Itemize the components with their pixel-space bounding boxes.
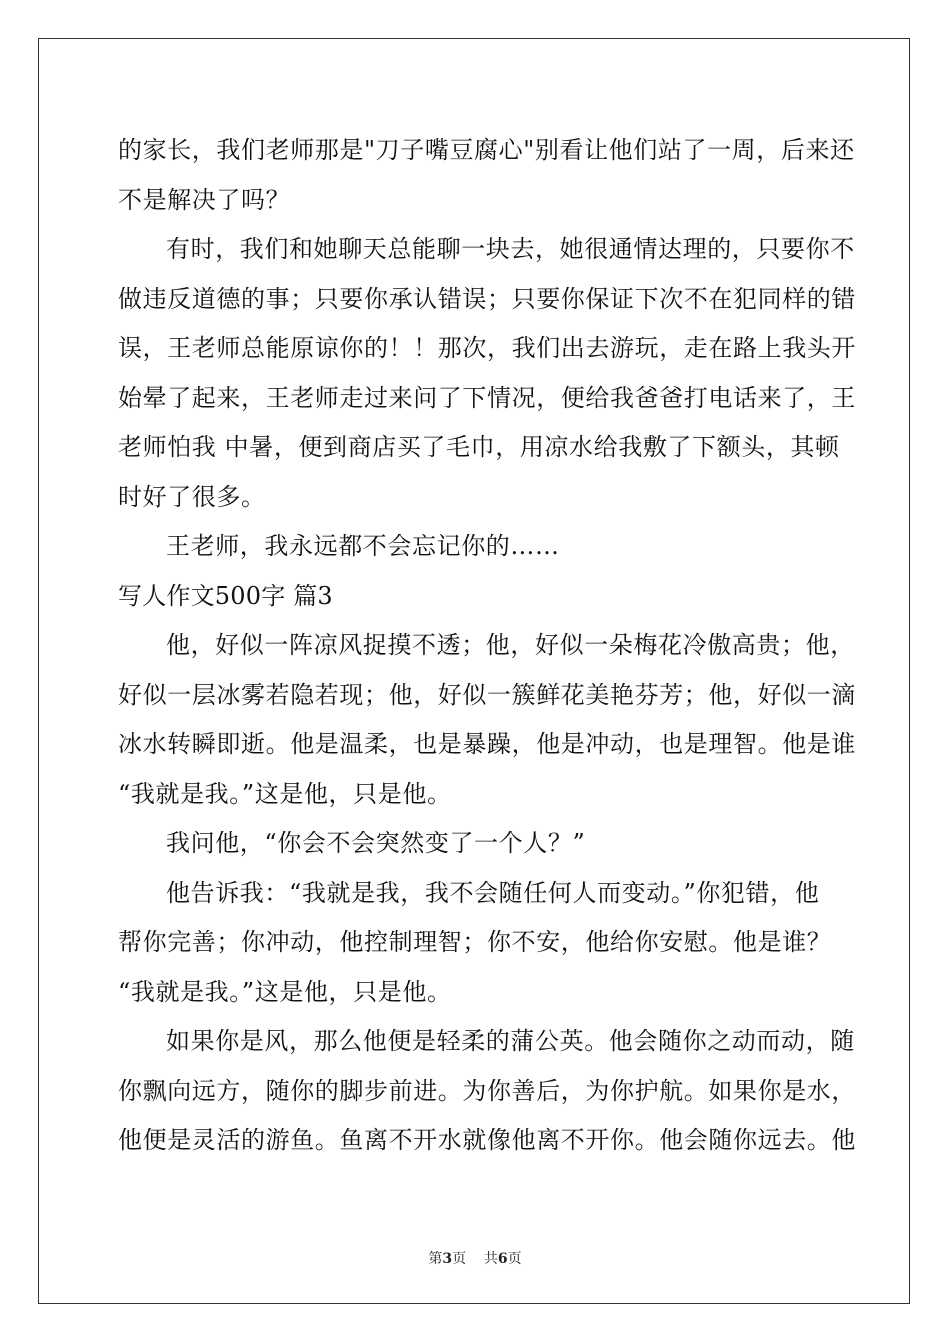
text-line: 做违反道德的事；只要你承认错误；只要你保证下次不在犯同样的错 (118, 284, 856, 313)
section-heading: 写人作文500字 篇3 (118, 581, 333, 610)
text-line: “我就是我。”这是他，只是他。 (118, 977, 452, 1006)
text-line: 不是解决了吗？ (118, 185, 291, 214)
total-label-prefix: 共 (483, 1251, 498, 1267)
paragraph-start: 如果你是风，那么他便是轻柔的蒲公英。他会随你之动而动，随 (166, 1027, 855, 1055)
total-label-suffix: 页 (507, 1251, 522, 1267)
paragraph-start: 我问他，“你会不会突然变了一个人？” (166, 829, 586, 857)
page-number: 3 (442, 1251, 453, 1267)
total-pages: 6 (497, 1251, 508, 1267)
text-line: 冰水转瞬即逝。他是温柔，也是暴躁，他是冲动，也是理智。他是谁 (118, 730, 856, 758)
text-line: 的家长，我们老师那是"刀子嘴豆腐心"别看让他们站了一周，后来还 (118, 136, 855, 164)
text-line: 始晕了起来，王老师走过来问了下情况，便给我爸爸打电话来了，王 (118, 383, 856, 412)
paragraph-start: 他告诉我：“我就是我，我不会随任何人而变动。”你犯错，他 (166, 878, 820, 907)
paragraph-start: 有时，我们和她聊天总能聊一块去，她很通情达理的，只要你不 (166, 235, 855, 263)
text-line: 老师怕我 中暑，便到商店买了毛巾，用凉水给我敷了下额头，其顿 (118, 433, 840, 461)
text-line: 你飘向远方，随你的脚步前进。为你善后，为你护航。如果你是水， (118, 1076, 856, 1105)
paragraph-start: 王老师，我永远都不会忘记你的…… (166, 532, 560, 560)
text-line: 误，王老师总能原谅你的！！那次，我们出去游玩，走在路上我头开 (118, 334, 856, 362)
text-line: 他便是灵活的游鱼。鱼离不开水就像他离不开你。他会随你远去。他 (118, 1126, 856, 1154)
text-line: 时好了很多。 (118, 482, 266, 511)
page-footer (0, 1248, 950, 1268)
page-label-suffix: 页 (452, 1251, 467, 1267)
text-line: “我就是我。”这是他，只是他。 (118, 779, 452, 808)
page-label-prefix: 第 (428, 1251, 443, 1267)
document-body (118, 126, 856, 1166)
paragraph-start: 他，好似一阵凉风捉摸不透；他，好似一朵梅花冷傲高贵；他， (166, 631, 855, 659)
text-line: 帮你完善；你冲动，他控制理智；你不安，他给你安慰。他是谁？ (118, 928, 832, 956)
text-line: 好似一层冰雾若隐若现；他，好似一簇鲜花美艳芬芳；他，好似一滴 (118, 680, 856, 709)
